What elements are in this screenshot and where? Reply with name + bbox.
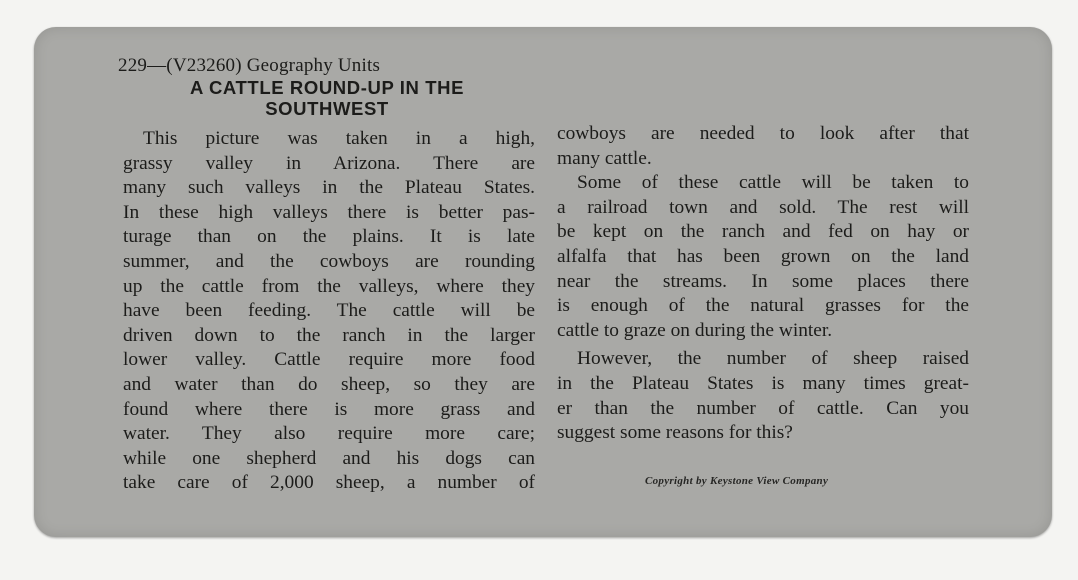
text-line: in the Plateau States is many times great- — [557, 372, 969, 394]
text-line: up the cattle from the valleys, where they — [123, 275, 535, 297]
right-column-text — [557, 122, 969, 446]
text-line: driven down to the ranch in the larger — [123, 324, 535, 346]
text-line: In these high valleys there is better pas- — [123, 201, 535, 223]
text-line: many such valleys in the Plateau States. — [123, 177, 535, 199]
stereoview-card-back — [34, 27, 1052, 537]
text-line: water. They also require more care; — [123, 423, 535, 445]
text-line: This picture was taken in a high, — [143, 128, 535, 149]
copyright-notice: Copyright by Keystone View Company — [645, 475, 829, 487]
text-line: cowboys are needed to look after that — [557, 123, 969, 144]
text-line: suggest some reasons for this? — [557, 422, 793, 444]
card-title — [118, 77, 536, 119]
text-line: a railroad town and sold. The rest will — [557, 196, 969, 218]
text-line: grassy valley in Arizona. There are — [123, 152, 535, 174]
text-line: turage than on the plains. It is late — [123, 226, 535, 248]
text-line: cattle to graze on during the winter. — [557, 319, 833, 341]
left-column-text — [123, 127, 535, 496]
text-line: lower valley. Cattle require more food — [123, 349, 535, 371]
text-line: Some of these cattle will be taken to — [577, 172, 969, 194]
card-title-line-2: SOUTHWEST — [265, 98, 389, 119]
text-line: take care of 2,000 sheep, a number of — [123, 472, 535, 494]
text-line: er than the number of cattle. Can you — [557, 397, 969, 419]
text-line: found where there is more grass and — [123, 398, 535, 420]
text-line: alfalfa that has been grown on the land — [557, 245, 969, 267]
text-line: However, the number of sheep raised — [577, 348, 969, 370]
text-line: while one shepherd and his dogs can — [123, 447, 535, 469]
card-header: 229—(V23260) Geography Units — [118, 55, 381, 76]
text-line: have been feeding. The cattle will be — [123, 300, 535, 322]
text-line: be kept on the ranch and fed on hay or — [557, 221, 969, 243]
text-line: near the streams. In some places there — [557, 270, 969, 292]
text-line: summer, and the cowboys are rounding — [123, 250, 535, 272]
card-title-line-1: A CATTLE ROUND-UP IN THE — [189, 77, 465, 98]
text-line: and water than do sheep, so they are — [123, 373, 535, 395]
text-line: is enough of the natural grasses for the — [557, 295, 969, 317]
text-line: many cattle. — [557, 147, 652, 169]
